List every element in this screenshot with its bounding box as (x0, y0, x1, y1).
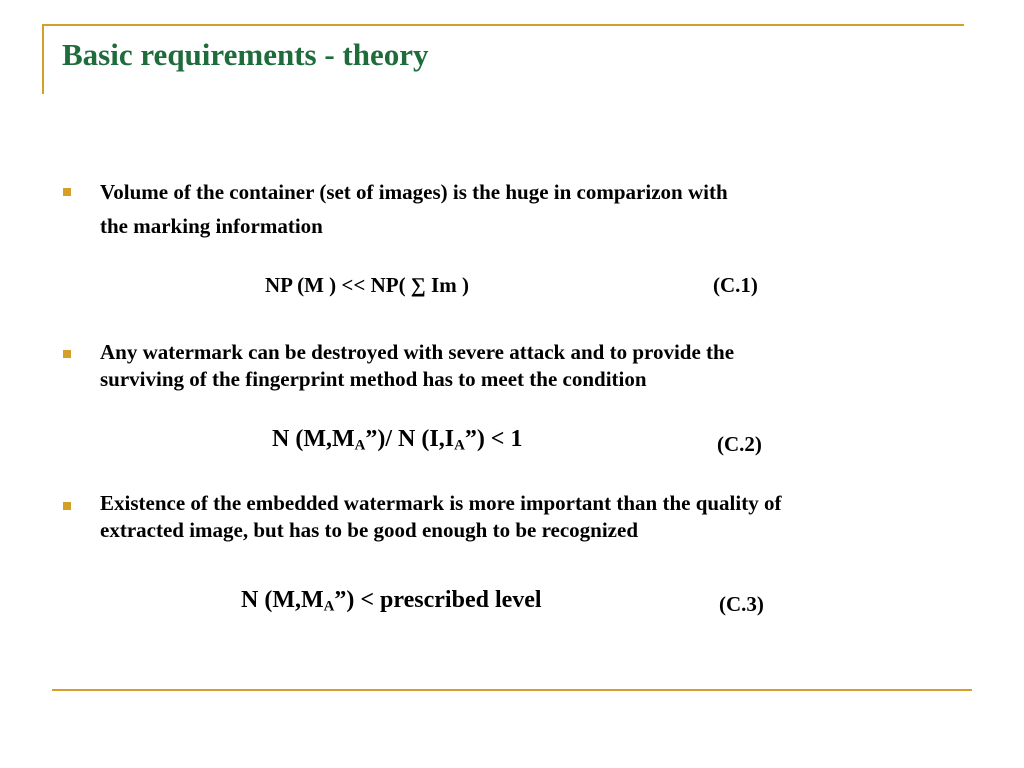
formula-c2-label: (C.2) (717, 432, 762, 456)
bullet-line: Existence of the embedded watermark is more important than the quality of (100, 491, 782, 515)
formula-c3-subscript: A (323, 598, 335, 615)
bullet-line: the marking information (100, 214, 323, 238)
formula-c2-subscript: A (354, 437, 366, 454)
bullet-line: surviving of the fingerprint method has to meet the condition (100, 367, 647, 391)
bullet-square-icon (63, 350, 71, 358)
bullet-line: extracted image, but has to be good enough to be recognized (100, 518, 638, 542)
bullet-item-container-volume (100, 175, 950, 243)
formula-c3-label: (C.3) (719, 592, 764, 616)
frame-left-rule (42, 24, 44, 94)
slide-title: Basic requirements - theory (62, 37, 429, 72)
bullet-line: Volume of the container (set of images) is the huge in comparizon with (100, 180, 728, 204)
formula-c3-part: ”) < prescribed level (334, 587, 542, 613)
bullet-square-icon (63, 188, 71, 196)
formula-c1 (265, 273, 469, 298)
formula-c2 (272, 426, 522, 453)
bullet-item-embedded-watermark (100, 490, 950, 544)
frame-bottom-rule (52, 689, 972, 691)
bullet-square-icon (63, 502, 71, 510)
formula-c3-part: N (M,M (241, 587, 324, 613)
formula-c1-text: NP (M ) << NP( ∑ Im ) (265, 273, 469, 297)
formula-c1-label: (C.1) (713, 273, 758, 297)
formula-c2-part: ”) < 1 (464, 426, 523, 452)
bullet-item-watermark-destroyed (100, 339, 950, 393)
formula-c2-subscript: A (454, 437, 465, 454)
formula-c3 (241, 587, 542, 614)
bullet-line: Any watermark can be destroyed with severe attack and to provide the (100, 340, 735, 364)
formula-c2-part: ”)/ N (I,I (365, 426, 455, 452)
frame-top-rule (42, 24, 964, 26)
formula-c2-part: N (M,M (272, 426, 355, 452)
